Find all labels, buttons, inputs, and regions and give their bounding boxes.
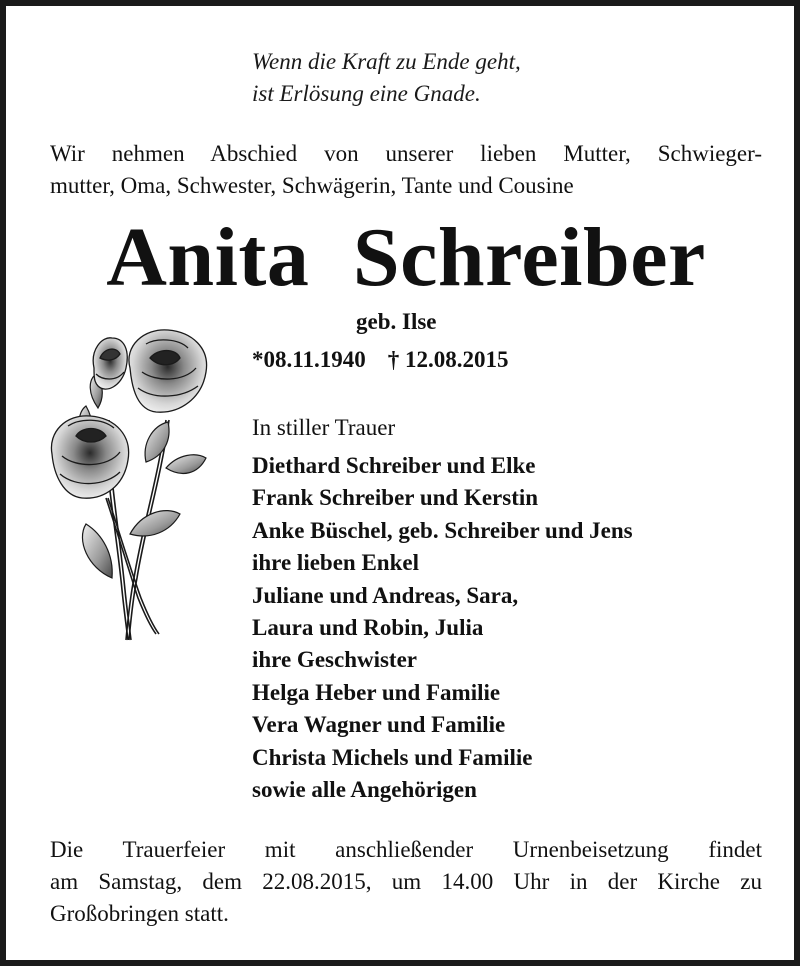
list-item: Frank Schreiber und Kerstin	[252, 485, 539, 511]
service-info	[50, 834, 762, 930]
birth-date: *08.11.1940	[252, 347, 366, 372]
maiden-name: geb. Ilse	[356, 309, 437, 334]
life-dates	[252, 344, 508, 376]
mourning-heading: In stiller Trauer	[252, 415, 396, 440]
list-item: Diethard Schreiber und Elke	[252, 453, 536, 478]
list-item: ihre Geschwister	[252, 647, 418, 673]
motto-line: ist Erlösung eine Gnade.	[252, 81, 481, 106]
list-item: sowie alle Angehörigen	[252, 777, 477, 803]
list-item: Anke Büschel, geb. Schreiber und Jens	[252, 517, 633, 543]
intro-line: mutter, Oma, Schwester, Schwägerin, Tante und Cousine	[50, 173, 574, 198]
list-item: Laura und Robin, Julia	[252, 615, 484, 641]
intro-text	[50, 138, 762, 202]
deceased-name: Anita Schreiber	[106, 211, 706, 304]
list-item: Christa Michels und Familie	[252, 744, 533, 770]
list-item: ihre lieben Enkel	[252, 550, 419, 576]
motto-line: Wenn die Kraft zu Ende geht,	[252, 49, 521, 74]
death-date: † 12.08.2015	[387, 347, 509, 372]
service-line: Großobringen statt.	[50, 901, 229, 926]
mourners-list	[252, 450, 633, 806]
list-item: Vera Wagner und Familie	[252, 712, 506, 738]
intro-line: Wir nehmen Abschied von unserer lieben Mutter, Schwieger-	[50, 141, 762, 166]
list-item: Helga Heber und Familie	[252, 679, 501, 705]
roses-icon	[46, 328, 216, 644]
motto	[252, 46, 521, 110]
service-line: am Samstag, dem 22.08.2015, um 14.00 Uhr in der Kirche zu	[50, 869, 762, 894]
service-line: Die Trauerfeier mit anschließender Urnenbeisetzung findet	[50, 837, 762, 862]
list-item: Juliane und Andreas, Sara,	[252, 582, 519, 608]
